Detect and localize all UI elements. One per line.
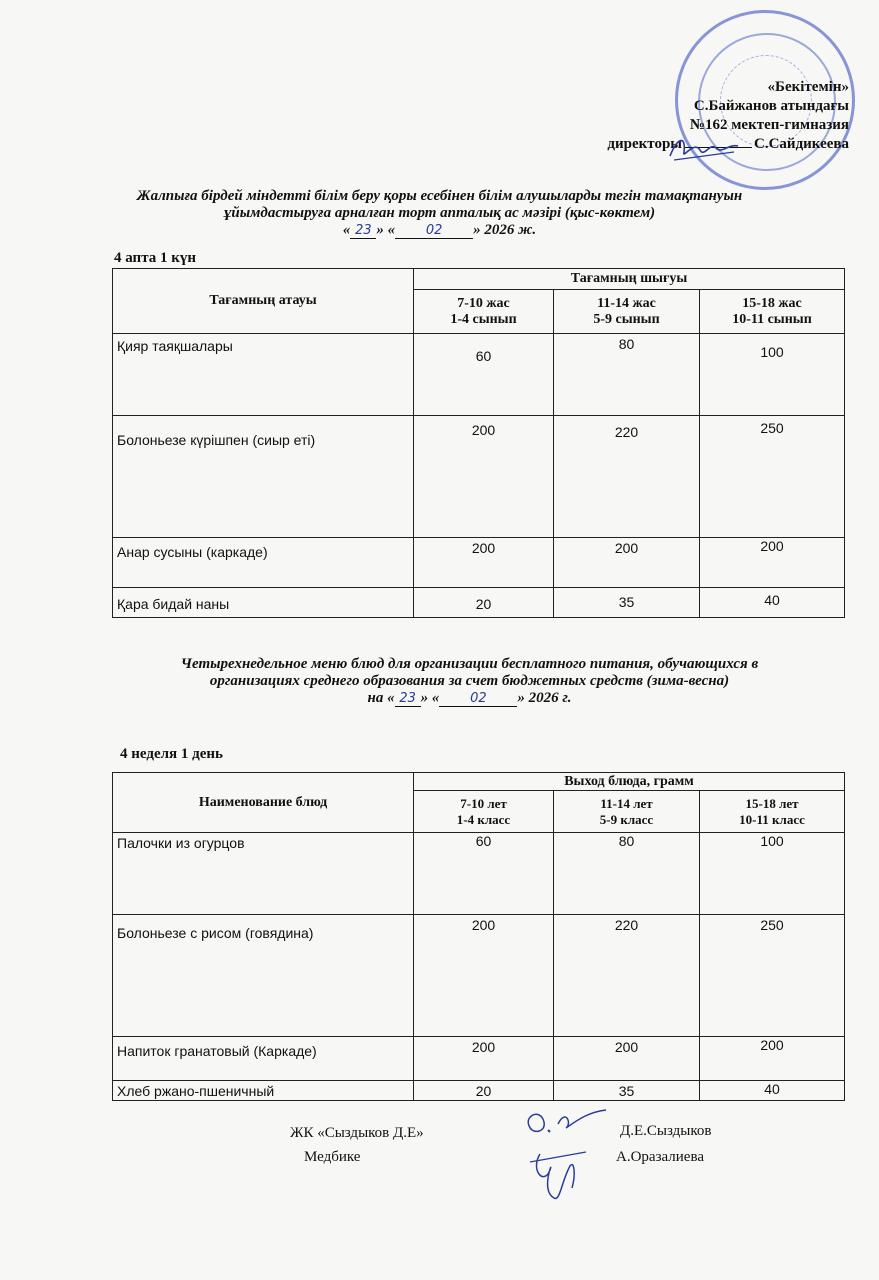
footer-left-line1: ЖК «Сыздыков Д.Е» — [290, 1125, 424, 1141]
ru-title — [60, 656, 879, 707]
dish-value: 60 — [414, 334, 554, 416]
dish-value: 40 — [700, 588, 845, 618]
approval-director-name: С.Сайдикеева — [754, 136, 849, 152]
dish-value: 100 — [700, 833, 845, 915]
approval-title: «Бекітемін» — [767, 79, 849, 95]
kk-date-month: 02 — [395, 224, 473, 239]
dish-name: Қияр таяқшалары — [113, 334, 414, 416]
dish-value: 100 — [700, 334, 845, 416]
table-row — [113, 588, 845, 618]
dish-value: 220 — [554, 416, 700, 538]
ru-title-line1: Четырехнедельное меню блюд для организации бесплатного питания, обучающихся в — [180, 656, 759, 672]
ru-col-name-header: Наименование блюд — [113, 773, 414, 833]
dish-value: 40 — [700, 1081, 845, 1101]
dish-value: 200 — [414, 416, 554, 538]
director-signature-icon — [664, 130, 744, 166]
dish-name: Напиток гранатовый (Каркаде) — [113, 1037, 414, 1081]
dish-name: Болоньезе күрішпен (сиыр еті) — [113, 416, 414, 538]
kk-group-header: 15-18 жас 10-11 сынып — [700, 290, 845, 334]
footer-signature-icon — [510, 1100, 620, 1210]
table-row — [113, 1037, 845, 1081]
kk-col-name-header: Тағамның атауы — [113, 269, 414, 334]
dish-value: 250 — [700, 416, 845, 538]
table-row — [113, 538, 845, 588]
dish-value: 200 — [414, 915, 554, 1037]
kk-date-line: « 23 » « 02 » 2026 ж. — [342, 222, 537, 238]
dish-value: 20 — [414, 588, 554, 618]
dish-value: 60 — [414, 833, 554, 915]
dish-value: 80 — [554, 334, 700, 416]
kk-group-header: 7-10 жас 1-4 сынып — [414, 290, 554, 334]
dish-name: Палочки из огурцов — [113, 833, 414, 915]
dish-value: 220 — [554, 915, 700, 1037]
table-row — [113, 1081, 845, 1101]
dish-value: 80 — [554, 833, 700, 915]
dish-value: 35 — [554, 1081, 700, 1101]
dish-name: Анар сусыны (каркаде) — [113, 538, 414, 588]
ru-menu-table — [112, 772, 845, 1101]
table-row — [113, 833, 845, 915]
dish-name: Хлеб ржано-пшеничный — [113, 1081, 414, 1101]
ru-date-day: 23 — [395, 692, 421, 707]
kk-col-output-header: Тағамның шығуы — [414, 269, 845, 290]
ru-group-header: 11-14 лет 5-9 класс — [554, 791, 700, 833]
kk-title-line1: Жалпыға бірдей міндетті білім беру қоры есебінен білім алушыларды тегін тамақтануын — [136, 188, 743, 204]
table-row — [113, 915, 845, 1037]
dish-value: 200 — [554, 1037, 700, 1081]
dish-value: 200 — [414, 1037, 554, 1081]
ru-date-month: 02 — [439, 692, 517, 707]
dish-value: 200 — [414, 538, 554, 588]
ru-group-header: 7-10 лет 1-4 класс — [414, 791, 554, 833]
dish-value: 200 — [554, 538, 700, 588]
dish-value: 200 — [700, 538, 845, 588]
dish-name: Болоньезе с рисом (говядина) — [113, 915, 414, 1037]
footer-right-line1: Д.Е.Сыздыков — [620, 1123, 712, 1139]
kk-group-header: 11-14 жас 5-9 сынып — [554, 290, 700, 334]
kk-menu-table — [112, 268, 845, 618]
kk-day-label: 4 апта 1 күн — [114, 250, 197, 266]
table-row — [113, 416, 845, 538]
approval-director-label: директоры — [607, 136, 683, 152]
dish-name: Қара бидай наны — [113, 588, 414, 618]
dish-value: 250 — [700, 915, 845, 1037]
approval-school-number: №162 мектеп-гимназия — [689, 117, 849, 133]
table-row — [113, 334, 845, 416]
dish-value: 35 — [554, 588, 700, 618]
ru-date-line: на « 23 » « 02 » 2026 г. — [367, 690, 572, 706]
dish-value: 200 — [700, 1037, 845, 1081]
approval-school-name: С.Байжанов атындағы — [693, 98, 849, 114]
ru-day-label: 4 неделя 1 день — [120, 746, 223, 762]
ru-group-header: 15-18 лет 10-11 класс — [700, 791, 845, 833]
kk-title-line2: ұйымдастыруға арналған торт апталық ас мәзірі (қыс-көктем) — [223, 205, 656, 221]
kk-title — [0, 188, 879, 239]
kk-date-day: 23 — [350, 224, 376, 239]
ru-col-output-header: Выход блюда, грамм — [414, 773, 845, 791]
dish-value: 20 — [414, 1081, 554, 1101]
footer-right-line2: А.Оразалиева — [616, 1149, 705, 1165]
footer-left-line2: Медбике — [304, 1149, 361, 1165]
ru-title-line2: организациях среднего образования за счет бюджетных средств (зима-весна) — [209, 673, 730, 689]
